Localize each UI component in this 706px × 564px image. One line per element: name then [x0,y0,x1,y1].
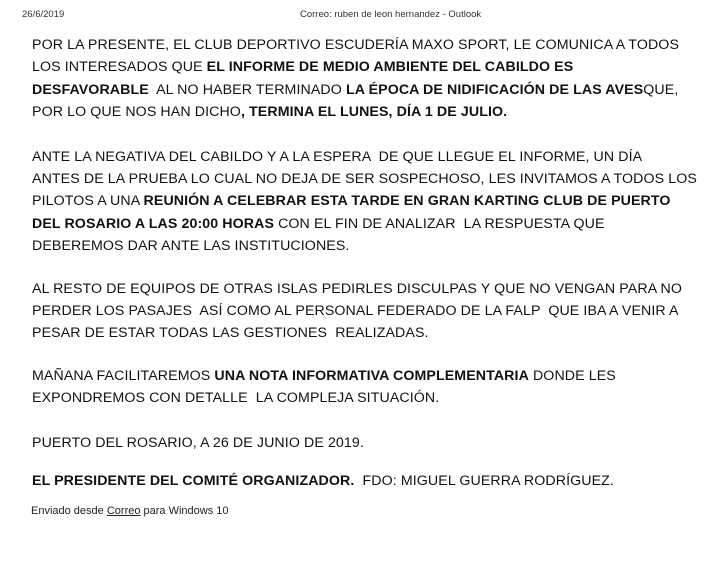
paragraph-signature [32,470,682,492]
sent-from-footer [31,505,229,517]
text-segment: ANTE LA NEGATIVA DEL CABILDO Y A LA ESPERA DE QUE LLEGUE EL INFORME, UN DÍA [32,148,643,165]
text-segment: PILOTOS A UNA [32,193,144,210]
text-line [32,213,682,235]
footer-suffix: para Windows 10 [140,505,229,517]
letter-body [32,34,697,493]
paragraph-meeting [32,146,697,258]
text-segment: PESAR DE ESTAR TODAS LAS GESTIONES REALIZADAS. [32,325,429,342]
paragraph-place-date [32,432,682,454]
paragraph-apology [32,278,682,345]
paragraph-followup [32,365,682,410]
text-line [32,101,682,123]
text-segment: LOS INTERESADOS QUE [32,59,207,76]
text-line [32,387,682,409]
text-line [32,146,682,168]
print-date: 26/6/2019 [22,9,65,20]
bold-text: DEL ROSARIO A LAS 20:00 HORAS [32,215,275,232]
text-segment: FDO: MIGUEL GUERRA RODRÍGUEZ. [354,473,614,490]
footer-prefix: Enviado desde [31,505,107,517]
text-segment: PERDER LOS PASAJES ASÍ COMO AL PERSONAL FEDERADO DE LA FALP QUE IBA A VENIR A [32,303,679,320]
text-line [32,235,682,257]
bold-text: EL PRESIDENTE DEL COMITÉ ORGANIZADOR. [32,473,355,490]
text-line [32,432,682,454]
text-segment: PUERTO DEL ROSARIO, A 26 DE JUNIO DE 2019. [32,434,364,451]
text-line [32,365,682,387]
paragraph-announcement [32,34,682,124]
bold-text: LA ÉPOCA DE NIDIFICACIÓN DE LAS AVES [345,81,644,98]
text-line [32,300,682,322]
bold-text: EL INFORME DE MEDIO AMBIENTE DEL CABILDO ES [206,59,574,76]
text-segment: AL RESTO DE EQUIPOS DE OTRAS ISLAS PEDIRLES DISCULPAS Y QUE NO VENGAN PARA NO [32,280,682,297]
bold-text: UNA NOTA INFORMATIVA COMPLEMENTARIA [214,367,529,384]
text-segment: CON EL FIN DE ANALIZAR LA RESPUESTA QUE [274,215,605,232]
text-line [32,322,682,344]
text-line [32,79,682,101]
print-title: Correo: ruben de leon hernandez - Outlook [300,9,482,20]
text-line [32,168,697,190]
text-segment: MAÑANA FACILITAREMOS [32,367,215,384]
text-line [32,278,682,300]
text-line [32,56,682,78]
bold-text: DESFAVORABLE [32,81,149,98]
text-segment: POR LO QUE NOS HAN DICHO [32,104,241,121]
mail-app-link[interactable]: Correo [106,505,141,517]
text-segment: EXPONDREMOS CON DETALLE LA COMPLEJA SITUACIÓN. [32,390,440,407]
text-segment: ANTES DE LA PRUEBA LO CUAL NO DEJA DE SER SOSPECHOSO, LES INVITAMOS A TODOS LOS [32,171,697,188]
text-line [32,190,682,212]
text-line [32,34,682,56]
bold-text: , TERMINA EL LUNES, DÍA 1 DE JULIO. [240,104,508,121]
text-segment: DEBEREMOS DAR ANTE LAS INSTITUCIONES. [32,238,350,255]
print-header [22,9,682,23]
text-segment: POR LA PRESENTE, EL CLUB DEPORTIVO ESCUDERÍA MAXO SPORT, LE COMUNICA A TODOS [32,37,680,53]
bold-text: REUNIÓN A CELEBRAR ESTA TARDE EN GRAN KARTING CLUB DE PUERTO [143,193,671,210]
text-segment: AL NO HABER TERMINADO [148,81,346,98]
text-segment: DONDE LES [528,367,616,384]
text-line [32,470,682,492]
text-segment: QUE, [643,81,679,98]
